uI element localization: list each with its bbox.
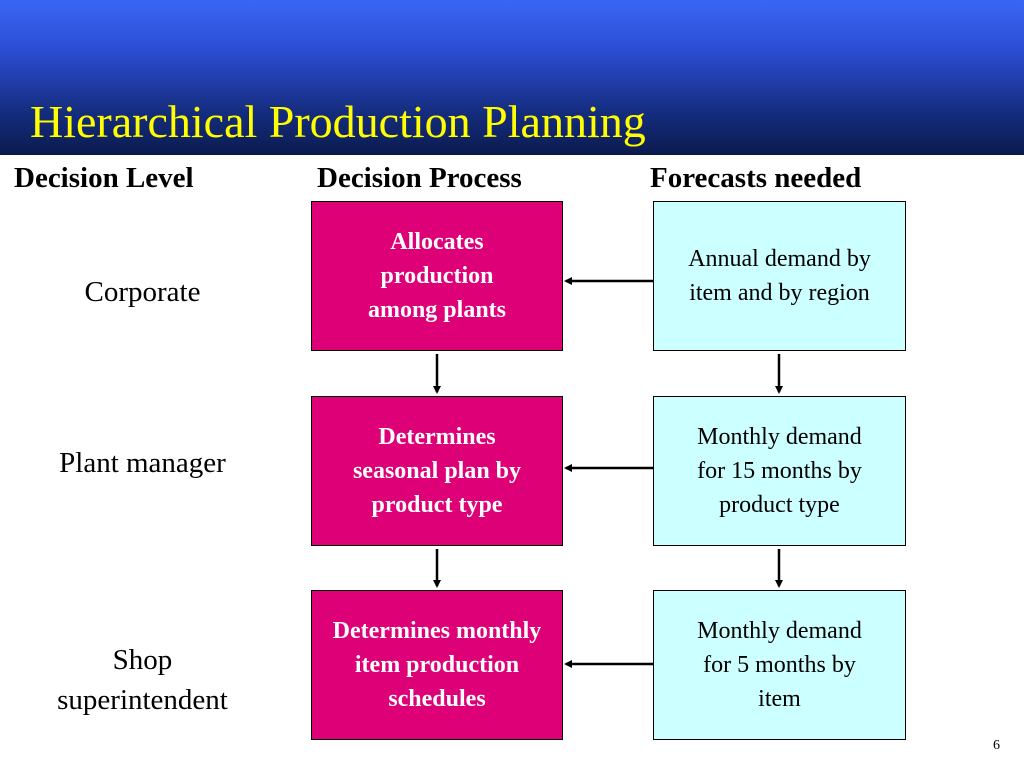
forecast-text-plant-manager: Monthly demand for 15 months by product type xyxy=(697,424,862,518)
process-text-plant-manager: Determines seasonal plan by product type xyxy=(352,424,522,518)
level-label-corporate: Corporate xyxy=(84,276,201,308)
process-box-plant-manager xyxy=(311,396,563,546)
process-box-corporate xyxy=(311,201,563,351)
level-label-plant-manager: Plant manager xyxy=(59,447,226,479)
column-header-decision-level: Decision Level xyxy=(14,162,194,194)
column-header-forecasts-needed: Forecasts needed xyxy=(650,162,862,194)
process-text-shop-superintendent: Determines monthly item production schedules xyxy=(332,618,542,712)
level-label-shop-superintendent: Shop superintendent xyxy=(57,644,228,716)
forecast-box-shop-superintendent xyxy=(653,590,906,740)
forecast-box-plant-manager xyxy=(653,396,906,546)
forecast-box-corporate xyxy=(653,201,906,351)
process-text-corporate: Allocates production among plants xyxy=(367,229,507,323)
forecast-text-shop-superintendent: Monthly demand for 5 months by item xyxy=(697,618,862,712)
forecast-text-corporate: Annual demand by item and by region xyxy=(688,246,871,306)
process-box-shop-superintendent xyxy=(311,590,563,740)
column-header-decision-process: Decision Process xyxy=(317,162,522,194)
slide-title: Hierarchical Production Planning xyxy=(30,96,646,147)
page-number: 6 xyxy=(993,738,1000,753)
header-divider xyxy=(0,152,1024,155)
